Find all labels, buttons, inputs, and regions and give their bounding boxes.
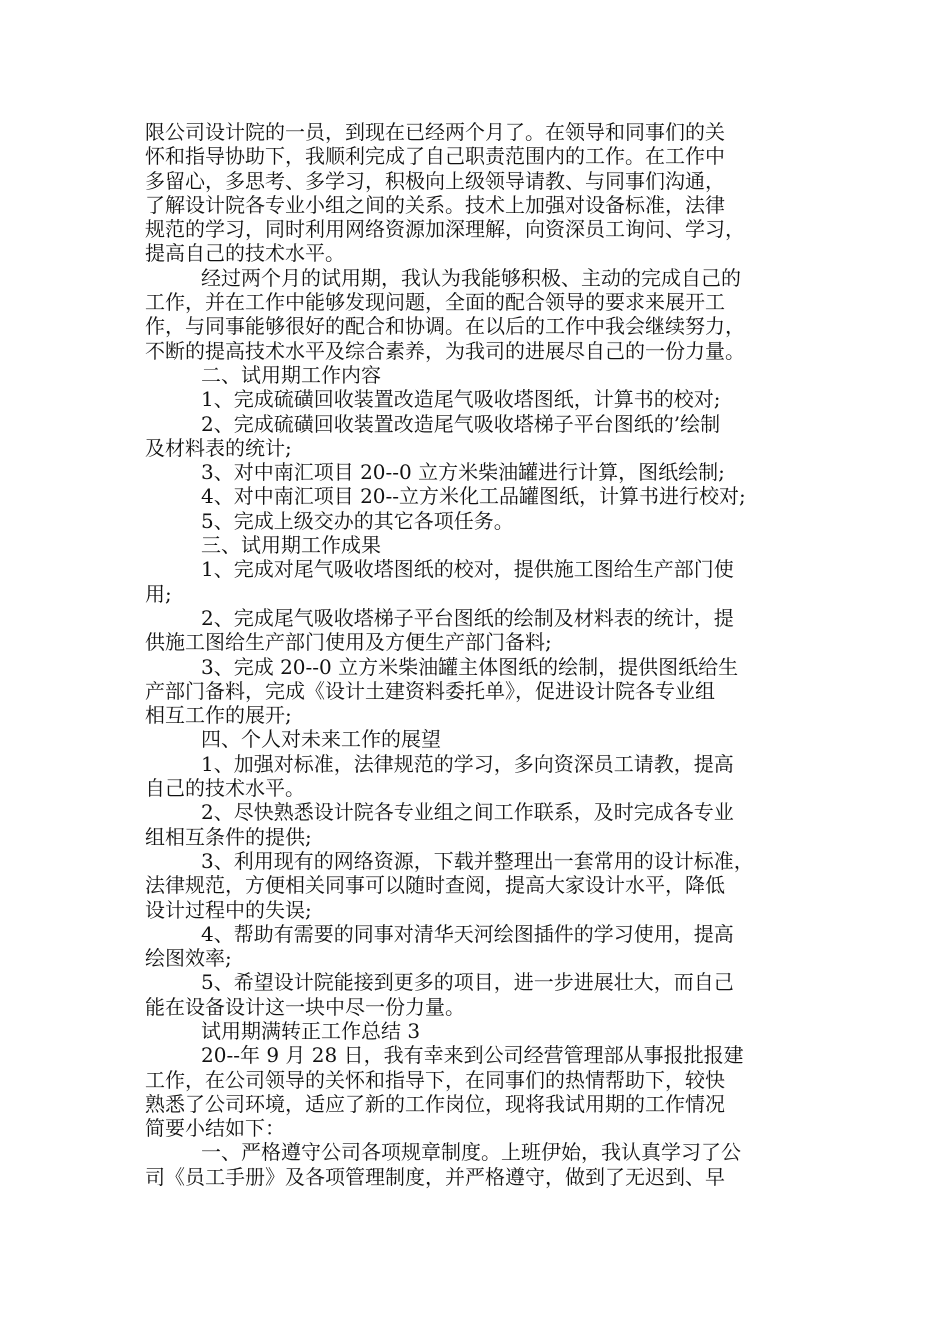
document-body	[145, 120, 825, 1189]
paragraph: 20--年 9 月 28 日，我有幸来到公司经营管理部从事报批报建 工作，在公司领导的关怀和指导下，在同事们的热情帮助下，较快 熟悉了公司环境，适应了新的工作岗位，现将我试用期的工作情况 简要小结如下：	[145, 1043, 744, 1141]
list-item: 4、帮助有需要的同事对清华天河绘图插件的学习使用，提高 绘图效率;	[145, 921, 734, 971]
section-heading: 三、试用期工作成果	[201, 533, 381, 558]
list-item: 2、完成尾气吸收塔梯子平台图纸的绘制及材料表的统计，提 供施工图给生产部门使用及方便生产部门备料;	[145, 605, 734, 655]
paragraph: 限公司设计院的一员，到现在已经两个月了。在领导和同事们的关 怀和指导协助下，我顺利完成了自己职责范围内的工作。在工作中 多留心，多思考、多学习，积极向上级领导请教、与同事们沟通， 了解设计院各专业小组之间的关系。技术上加强对设备标准，法律 规范的学习，同时利用网络资源加深理解，向资深员工询问、学习， 提高自己的技术水平。	[145, 120, 745, 266]
list-item: 3、对中南汇项目 20--0 立方米柴油罐进行计算，图纸绘制;	[201, 460, 725, 485]
list-item: 3、完成 20--0 立方米柴油罐主体图纸的绘制，提供图纸给生 产部门备料，完成《设计土建资料委托单》，促进设计院各专业组 相互工作的展开;	[145, 654, 739, 728]
list-item: 5、希望设计院能接到更多的项目，进一步进展壮大，而自己 能在设备设计这一块中尽一份力量。	[145, 970, 734, 1019]
section-heading: 四、个人对未来工作的展望	[201, 727, 441, 752]
list-item: 2、完成硫磺回收装置改造尾气吸收塔梯子平台图纸的’绘制 及材料表的统计;	[145, 411, 721, 460]
list-item: 1、完成对尾气吸收塔图纸的校对，提供施工图给生产部门使 用;	[145, 557, 734, 606]
document-title: 试用期满转正工作总结 3	[201, 1018, 421, 1043]
paragraph: 经过两个月的试用期，我认为我能够积极、主动的完成自己的 工作，并在工作中能够发现问题，全面的配合领导的要求来展开工 作，与同事能够很好的配合和协调。在以后的工作中我会继续努力， 不断的提高技术水平及综合素养，为我司的进展尽自己的一份力量。	[145, 265, 745, 363]
list-item: 5、完成上级交办的其它各项任务。	[201, 508, 514, 533]
list-item: 1、加强对标准，法律规范的学习，多向资深员工请教，提高 自己的技术水平。	[145, 751, 734, 801]
section-heading: 二、试用期工作内容	[201, 362, 381, 387]
list-item: 2、尽快熟悉设计院各专业组之间工作联系，及时完成各专业 组相互条件的提供;	[145, 800, 734, 849]
paragraph: 一、严格遵守公司各项规章制度。上班伊始，我认真学习了公 司《员工手册》及各项管理制度，并严格遵守，做到了无迟到、早	[145, 1140, 741, 1189]
list-item: 3、利用现有的网络资源，下载并整理出一套常用的设计标准， 法律规范，方便相关同事可以随时查阅，提高大家设计水平，降低 设计过程中的失误;	[145, 848, 754, 922]
list-item: 1、完成硫磺回收装置改造尾气吸收塔图纸，计算书的校对;	[201, 387, 721, 412]
list-item: 4、对中南汇项目 20--立方米化工品罐图纸，计算书进行校对;	[201, 484, 746, 509]
